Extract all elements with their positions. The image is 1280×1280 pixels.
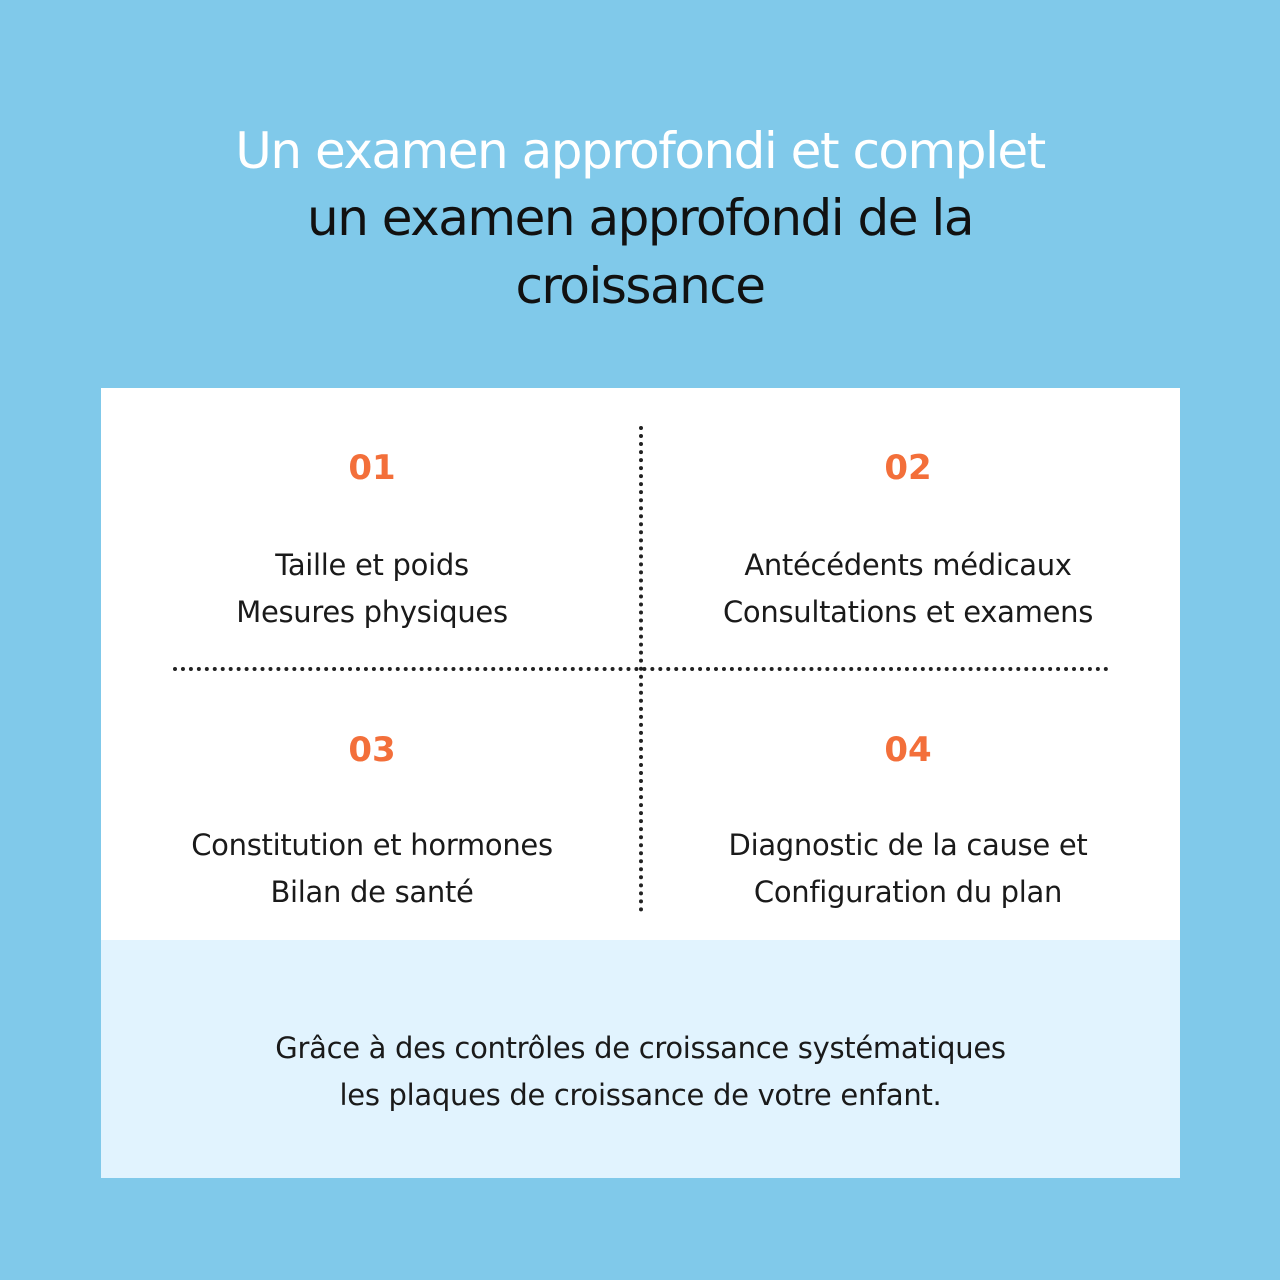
footer-line-1: Grâce à des contrôles de croissance systématiques	[275, 1031, 1006, 1065]
footer-text	[101, 1025, 1180, 1119]
step-text	[137, 542, 607, 636]
step-line-1: Taille et poids	[275, 548, 469, 582]
step-line-2: Mesures physiques	[236, 595, 508, 629]
step-text	[673, 822, 1143, 916]
step-line-2: Configuration du plan	[753, 875, 1063, 909]
step-line-1: Diagnostic de la cause et	[728, 828, 1088, 862]
horizontal-divider	[173, 667, 1109, 671]
footer-line-2: les plaques de croissance de votre enfant.	[339, 1078, 942, 1112]
step-number: 01	[348, 448, 396, 488]
step-number: 04	[884, 730, 932, 770]
step-line-1: Antécédents médicaux	[744, 548, 1072, 582]
footer-box	[101, 940, 1180, 1178]
page-heading	[0, 118, 1280, 320]
steps-card	[101, 388, 1180, 940]
step-04	[673, 730, 1143, 916]
step-text	[137, 822, 607, 916]
step-text	[673, 542, 1143, 636]
heading-title: Un examen approfondi et complet	[235, 122, 1045, 180]
step-02	[673, 448, 1143, 636]
step-01	[137, 448, 607, 636]
step-number: 02	[884, 448, 932, 488]
step-number: 03	[348, 730, 396, 770]
step-line-1: Constitution et hormones	[191, 828, 553, 862]
step-line-2: Bilan de santé	[270, 875, 474, 909]
step-03	[137, 730, 607, 916]
heading-subtitle: un examen approfondi de la croissance	[307, 189, 973, 315]
step-line-2: Consultations et examens	[722, 595, 1093, 629]
